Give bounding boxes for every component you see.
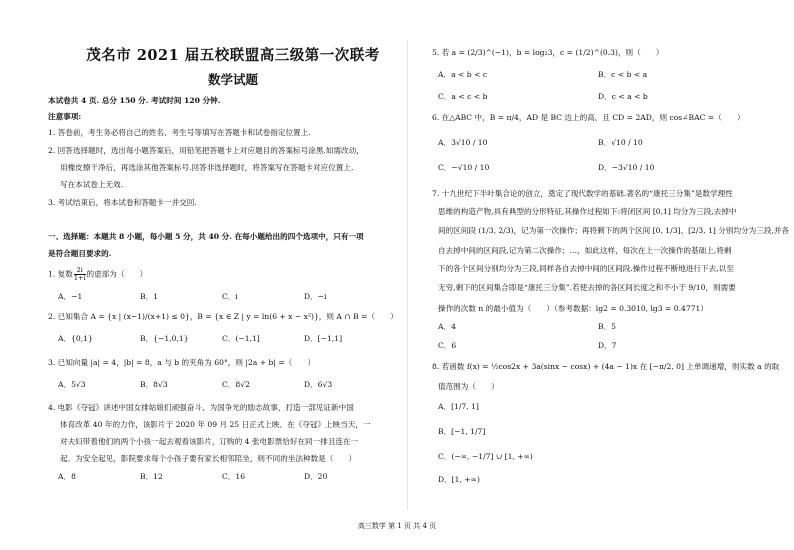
- option-a[interactable]: A．4: [438, 322, 456, 331]
- question-4-stem-cont: 起．为安全起见，影院要求每个小孩子要有家长相邻陪坐，则不同的坐法种数是（ ）: [60, 454, 357, 463]
- option-c[interactable]: C．a < c < b: [438, 92, 488, 101]
- option-a[interactable]: A．[1/7, 1]: [438, 402, 479, 411]
- question-7-stem-cont: 操作的次数 n 的最小值为（ ）（参考数据：lg2 = 0.3010, lg3 = 0.4771）: [438, 304, 708, 313]
- q1-stem-a: 1. 复数: [48, 269, 73, 279]
- option-c[interactable]: C．(−1,1]: [222, 334, 260, 343]
- option-b[interactable]: B．c < b < a: [598, 70, 648, 79]
- option-c[interactable]: C．(−∞, −1/7] ∪ [1, +∞): [438, 452, 533, 461]
- question-7-stem: 7. 十九世纪下半叶集合论的创立，奠定了现代数学的基础.著名的“康托三分集”是数学理性: [432, 189, 733, 198]
- column-divider: [407, 40, 408, 510]
- option-b[interactable]: B．1: [140, 292, 159, 301]
- option-c[interactable]: C．i: [222, 292, 238, 301]
- q1-frac-num: 2i: [74, 267, 86, 275]
- option-b[interactable]: B．12: [140, 472, 163, 481]
- question-8-stem-cont: 值范围为（ ）: [438, 382, 499, 391]
- section-heading: 一、选择题：本题共 8 小题，每小题 5 分，共 40 分. 在每小题给出的四个选项中，只有一项: [48, 232, 364, 241]
- option-d[interactable]: D．[1, +∞): [438, 475, 480, 484]
- left-column: [48, 0, 398, 520]
- option-a[interactable]: A．{0,1}: [58, 334, 93, 343]
- option-b[interactable]: B．√10 / 10: [598, 138, 643, 147]
- option-c[interactable]: C．8√2: [222, 380, 250, 389]
- page-footer: 高三数学 第 1 页 共 4 页: [357, 522, 437, 530]
- option-a[interactable]: A．−1: [58, 292, 83, 301]
- question-3-stem: 3. 已知向量 |a| = 4，|b| = 8，a 与 b 的夹角为 60°，则 |2a + b| =（ ）: [48, 358, 316, 367]
- question-4-stem-cont: 对夫妇带着他们的两个小孩一起去观看该影片，订购的 4 张电影票恰好在同一排且连在一: [60, 437, 359, 446]
- option-a[interactable]: A．8: [58, 472, 76, 481]
- q1-fraction: [74, 267, 86, 282]
- option-d[interactable]: D．6√3: [304, 380, 333, 389]
- option-b[interactable]: B．5: [598, 322, 617, 331]
- q1-frac-den: 1+i: [73, 274, 86, 282]
- question-5-stem: 5. 若 a = (2/3)^(−1)，b = log₂3，c = (1/2)^(0.3)，则（ ）: [432, 48, 664, 57]
- section-heading-cont: 是符合题目要求的.: [48, 249, 112, 258]
- notice-item: 1. 答卷前，考生务必将自己的姓名、考生号等填写在答题卡和试卷指定位置上.: [48, 128, 311, 137]
- question-7-stem-cont: 间的区间段 (1/3, 2/3)，记为第一次操作；再将剩下的两个区间 [0, 1/3]、[2/3, 1] 分别均分为三段,并各: [438, 226, 790, 235]
- notice-item: 2. 回答选择题时，选出每小题答案后，用铅笔把答题卡上对应题目的答案标号涂黑.如需改动，: [48, 146, 364, 155]
- option-b[interactable]: B．8√3: [140, 380, 168, 389]
- option-d[interactable]: D．20: [304, 472, 328, 481]
- question-7-stem-cont: 思维的构造产物,具有典型的分形特征,其操作过程如下:将闭区间 [0,1] 均分为三段,去掉中: [438, 207, 737, 216]
- question-2-stem: 2. 已知集合 A = {x | (x−1)/(x+1) ≤ 0}，B = {x ∈ Z | y = ln(6 + x − x²)}，则 A ∩ B =（ ）: [48, 312, 398, 321]
- question-8-stem: 8. 若函数 f(x) = ½cos2x + 3a(sinx − cosx) + (4a − 1)x 在 [−π/2, 0] 上单调递增，则实数 a 的取: [432, 362, 780, 371]
- option-c[interactable]: C．16: [222, 472, 246, 481]
- option-a[interactable]: A．a < b < c: [438, 70, 488, 79]
- exam-subtitle: 数学试题: [207, 72, 258, 87]
- option-d[interactable]: D．[−1,1]: [304, 334, 343, 343]
- right-column: [418, 0, 790, 520]
- notice-item: 写在本试卷上无效.: [60, 180, 124, 189]
- option-d[interactable]: D．−i: [304, 292, 327, 301]
- question-7-stem-cont: 无穷,剩下的区间集合即是“康托三分集”.若使去掉的各区间长度之和不小于 9/10，则需要: [438, 283, 736, 292]
- question-4-stem-cont: 体育改革 40 年的力作，该影片于 2020 年 09 月 25 日正式上映．在《夺冠》上映当天，一: [60, 420, 371, 429]
- option-d[interactable]: D．7: [598, 341, 617, 350]
- option-d[interactable]: D．−3√10 / 10: [598, 163, 655, 172]
- question-4-stem: 4. 电影《夺冠》讲述中国女排姑娘们顽强奋斗、为国争光的励志故事，打造一部见证新中国: [48, 403, 354, 412]
- option-c[interactable]: C．−√10 / 10: [438, 163, 490, 172]
- q1-stem-b: 的虚部为（ ）: [86, 269, 148, 279]
- question-6-stem: 6. 在△ABC 中，B = π/4，AD 是 BC 边上的高，且 CD = 2AD，则 cos∠BAC =（ ）: [432, 113, 745, 122]
- option-d[interactable]: D．c < a < b: [598, 92, 648, 101]
- question-1-stem: [48, 267, 147, 282]
- option-a[interactable]: A．3√10 / 10: [438, 138, 488, 147]
- option-a[interactable]: A．5√3: [58, 380, 86, 389]
- notice-title: 注意事项:: [48, 112, 82, 121]
- exam-title: 茂名市 2021 届五校联盟高三级第一次联考: [86, 47, 380, 64]
- question-7-stem-cont: 下的各个区间分别均分为三段,同样各自去掉中间的区间段.操作过程不断地进行下去,以至: [438, 264, 734, 273]
- option-b[interactable]: B．[−1, 1/7]: [438, 427, 486, 436]
- option-c[interactable]: C．6: [438, 341, 457, 350]
- option-b[interactable]: B．{−1,0,1}: [140, 334, 189, 343]
- question-7-stem-cont: 自去掉中间的区间段,记为第二次操作；…，如此这样，每次在上一次操作的基础上,将剩: [438, 246, 732, 255]
- notice-item: 3. 考试结束后，将本试卷和答题卡一并交回.: [48, 198, 197, 207]
- exam-info: 本试卷共 4 页. 总分 150 分. 考试时间 120 分钟.: [48, 96, 221, 105]
- notice-item: 用橡皮擦干净后，再选涂其他答案标号.回答非选择题时，将答案写在答题卡对应位置上.: [60, 163, 354, 172]
